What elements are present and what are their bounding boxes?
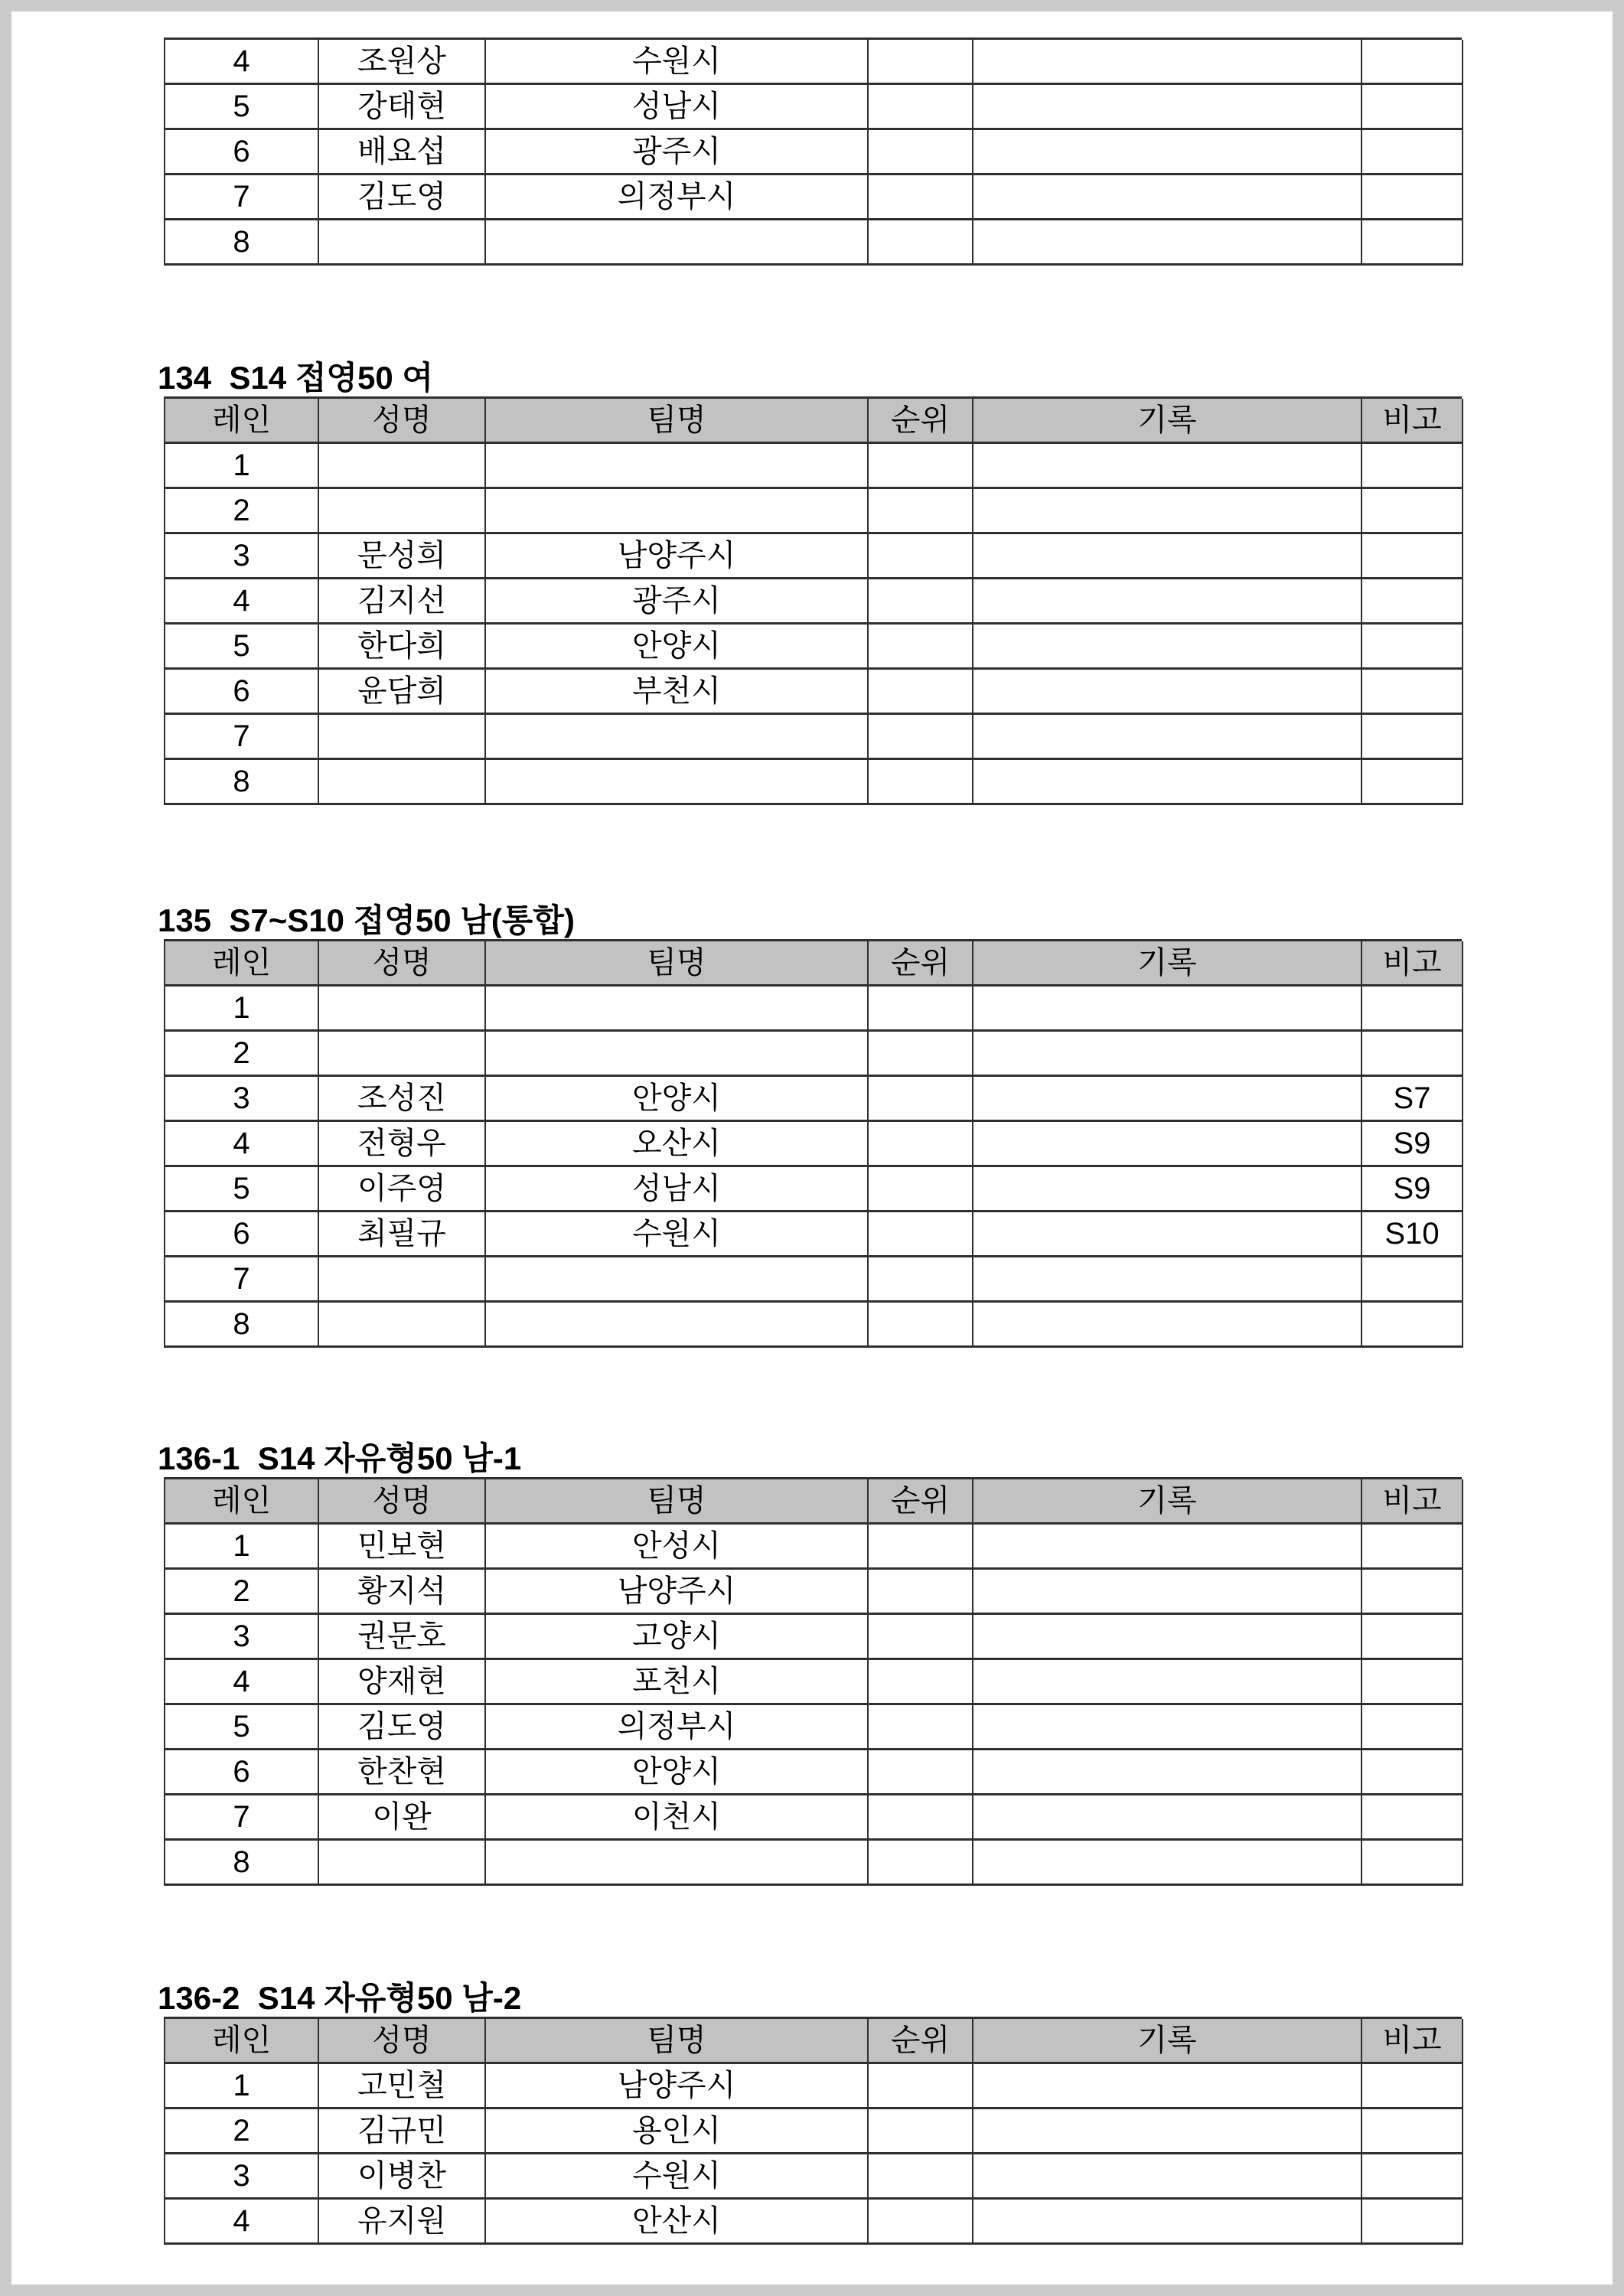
cell-record xyxy=(973,1122,1362,1167)
cell-name xyxy=(319,444,486,489)
cell-record xyxy=(973,2200,1362,2245)
cell-name: 이완 xyxy=(319,1795,486,1841)
cell-name: 윤담희 xyxy=(319,670,486,715)
cell-record xyxy=(973,1615,1362,1660)
cell-team xyxy=(486,1032,869,1077)
cell-note xyxy=(1362,1032,1463,1077)
cell-rank xyxy=(869,85,973,130)
cell-lane: 8 xyxy=(165,220,319,266)
cell-team: 고양시 xyxy=(486,1615,869,1660)
cell-record xyxy=(973,1750,1362,1795)
cell-rank xyxy=(869,715,973,760)
column-header-name: 성명 xyxy=(319,2019,486,2064)
cell-team: 성남시 xyxy=(486,85,869,130)
cell-lane: 5 xyxy=(165,1167,319,1212)
cell-name xyxy=(319,1841,486,1886)
cell-note xyxy=(1362,670,1463,715)
cell-lane: 4 xyxy=(165,579,319,625)
column-header-name: 성명 xyxy=(319,941,486,987)
column-header-note: 비고 xyxy=(1362,941,1463,987)
cell-rank xyxy=(869,1750,973,1795)
cell-note xyxy=(1362,579,1463,625)
cell-record xyxy=(973,1795,1362,1841)
cell-name xyxy=(319,1032,486,1077)
cell-rank xyxy=(869,1795,973,1841)
cell-name xyxy=(319,987,486,1032)
column-header-rank: 순위 xyxy=(869,1479,973,1525)
cell-record xyxy=(973,1705,1362,1750)
cell-lane: 4 xyxy=(165,40,319,85)
cell-rank xyxy=(869,625,973,670)
cell-record xyxy=(973,987,1362,1032)
cell-note xyxy=(1362,40,1463,85)
cell-lane: 1 xyxy=(165,987,319,1032)
cell-note xyxy=(1362,987,1463,1032)
cell-lane: 6 xyxy=(165,1750,319,1795)
column-header-name: 성명 xyxy=(319,399,486,444)
column-header-lane: 레인 xyxy=(165,941,319,987)
cell-lane: 2 xyxy=(165,1570,319,1615)
cell-name: 조성진 xyxy=(319,1077,486,1122)
column-header-record: 기록 xyxy=(973,2019,1362,2064)
cell-record xyxy=(973,1077,1362,1122)
cell-team xyxy=(486,1841,869,1886)
cell-name: 고민철 xyxy=(319,2064,486,2109)
cell-record xyxy=(973,40,1362,85)
cell-record xyxy=(973,85,1362,130)
cell-record xyxy=(973,1525,1362,1570)
cell-rank xyxy=(869,130,973,175)
cell-team: 수원시 xyxy=(486,1212,869,1257)
cell-note xyxy=(1362,1841,1463,1886)
cell-name xyxy=(319,489,486,534)
column-header-rank: 순위 xyxy=(869,2019,973,2064)
cell-record xyxy=(973,489,1362,534)
cell-team: 남양주시 xyxy=(486,534,869,579)
cell-lane: 7 xyxy=(165,1257,319,1303)
cell-note xyxy=(1362,2200,1463,2245)
column-header-rank: 순위 xyxy=(869,941,973,987)
cell-rank xyxy=(869,1077,973,1122)
cell-rank xyxy=(869,1615,973,1660)
cell-note xyxy=(1362,175,1463,220)
event-title-event-135: 135 S7~S10 접영50 남(통합) xyxy=(158,902,575,938)
cell-name: 황지석 xyxy=(319,1570,486,1615)
cell-note xyxy=(1362,1705,1463,1750)
cell-team: 부천시 xyxy=(486,670,869,715)
cell-rank xyxy=(869,220,973,266)
cell-name: 민보현 xyxy=(319,1525,486,1570)
cell-lane: 6 xyxy=(165,1212,319,1257)
cell-rank xyxy=(869,1212,973,1257)
event-title-event-136-2: 136-2 S14 자유형50 남-2 xyxy=(158,1980,522,2016)
column-header-record: 기록 xyxy=(973,399,1362,444)
heat-table-event-134 xyxy=(164,396,1462,805)
cell-record xyxy=(973,670,1362,715)
cell-rank xyxy=(869,1167,973,1212)
cell-name: 유지원 xyxy=(319,2200,486,2245)
heat-table-event-136-2 xyxy=(164,2017,1462,2245)
cell-record xyxy=(973,715,1362,760)
cell-name: 김도영 xyxy=(319,1705,486,1750)
cell-record xyxy=(973,1841,1362,1886)
column-header-lane: 레인 xyxy=(165,399,319,444)
cell-note xyxy=(1362,2109,1463,2154)
cell-rank xyxy=(869,2064,973,2109)
cell-lane: 4 xyxy=(165,1122,319,1167)
cell-note xyxy=(1362,1660,1463,1705)
cell-lane: 7 xyxy=(165,175,319,220)
cell-rank xyxy=(869,534,973,579)
cell-rank xyxy=(869,670,973,715)
cell-note xyxy=(1362,2154,1463,2200)
cell-note: S9 xyxy=(1362,1167,1463,1212)
cell-lane: 8 xyxy=(165,1841,319,1886)
cell-team: 이천시 xyxy=(486,1795,869,1841)
cell-team: 안양시 xyxy=(486,1077,869,1122)
cell-lane: 2 xyxy=(165,489,319,534)
cell-name: 배요섭 xyxy=(319,130,486,175)
cell-note xyxy=(1362,1525,1463,1570)
cell-record xyxy=(973,534,1362,579)
column-header-name: 성명 xyxy=(319,1479,486,1525)
cell-lane: 5 xyxy=(165,1705,319,1750)
column-header-note: 비고 xyxy=(1362,399,1463,444)
cell-name xyxy=(319,220,486,266)
cell-lane: 5 xyxy=(165,85,319,130)
cell-rank xyxy=(869,1841,973,1886)
cell-note xyxy=(1362,625,1463,670)
cell-team: 광주시 xyxy=(486,579,869,625)
cell-lane: 3 xyxy=(165,534,319,579)
cell-rank xyxy=(869,40,973,85)
cell-name: 조원상 xyxy=(319,40,486,85)
cell-name: 김지선 xyxy=(319,579,486,625)
cell-note xyxy=(1362,489,1463,534)
cell-lane: 3 xyxy=(165,1615,319,1660)
cell-name xyxy=(319,1257,486,1303)
cell-record xyxy=(973,220,1362,266)
cell-name: 강태현 xyxy=(319,85,486,130)
cell-record xyxy=(973,2064,1362,2109)
cell-name xyxy=(319,1303,486,1348)
cell-record xyxy=(973,1660,1362,1705)
cell-name: 한찬현 xyxy=(319,1750,486,1795)
cell-rank xyxy=(869,444,973,489)
cell-team: 수원시 xyxy=(486,2154,869,2200)
cell-team xyxy=(486,715,869,760)
cell-lane: 1 xyxy=(165,1525,319,1570)
cell-record xyxy=(973,625,1362,670)
column-header-rank: 순위 xyxy=(869,399,973,444)
cell-note xyxy=(1362,444,1463,489)
cell-record xyxy=(973,1257,1362,1303)
cell-team: 의정부시 xyxy=(486,1705,869,1750)
column-header-lane: 레인 xyxy=(165,1479,319,1525)
cell-name: 김도영 xyxy=(319,175,486,220)
cell-team xyxy=(486,220,869,266)
column-header-record: 기록 xyxy=(973,1479,1362,1525)
cell-name: 이주영 xyxy=(319,1167,486,1212)
cell-lane: 3 xyxy=(165,2154,319,2200)
cell-team: 남양주시 xyxy=(486,1570,869,1615)
cell-team: 오산시 xyxy=(486,1122,869,1167)
cell-name: 양재현 xyxy=(319,1660,486,1705)
cell-note xyxy=(1362,1303,1463,1348)
cell-team xyxy=(486,760,869,805)
cell-team xyxy=(486,444,869,489)
cell-note xyxy=(1362,2064,1463,2109)
cell-name xyxy=(319,715,486,760)
cell-name: 전형우 xyxy=(319,1122,486,1167)
column-header-note: 비고 xyxy=(1362,1479,1463,1525)
cell-team: 성남시 xyxy=(486,1167,869,1212)
heat-table-partial-top xyxy=(164,38,1462,266)
cell-record xyxy=(973,579,1362,625)
cell-record xyxy=(973,1303,1362,1348)
cell-team: 용인시 xyxy=(486,2109,869,2154)
column-header-lane: 레인 xyxy=(165,2019,319,2064)
cell-team: 포천시 xyxy=(486,1660,869,1705)
cell-team xyxy=(486,987,869,1032)
cell-rank xyxy=(869,1525,973,1570)
cell-name: 한다희 xyxy=(319,625,486,670)
cell-note: S9 xyxy=(1362,1122,1463,1167)
cell-team xyxy=(486,1303,869,1348)
cell-record xyxy=(973,1570,1362,1615)
cell-team: 광주시 xyxy=(486,130,869,175)
cell-team: 수원시 xyxy=(486,40,869,85)
cell-rank xyxy=(869,1303,973,1348)
cell-team: 안양시 xyxy=(486,625,869,670)
cell-note xyxy=(1362,85,1463,130)
cell-lane: 6 xyxy=(165,670,319,715)
cell-record xyxy=(973,175,1362,220)
cell-note: S7 xyxy=(1362,1077,1463,1122)
cell-rank xyxy=(869,1257,973,1303)
cell-record xyxy=(973,1032,1362,1077)
cell-note xyxy=(1362,1570,1463,1615)
cell-note xyxy=(1362,760,1463,805)
cell-record xyxy=(973,1212,1362,1257)
cell-rank xyxy=(869,1122,973,1167)
cell-rank xyxy=(869,1660,973,1705)
cell-lane: 1 xyxy=(165,444,319,489)
cell-rank xyxy=(869,1570,973,1615)
column-header-team: 팀명 xyxy=(486,1479,869,1525)
cell-note xyxy=(1362,715,1463,760)
heat-table-event-135 xyxy=(164,939,1462,1348)
cell-lane: 1 xyxy=(165,2064,319,2109)
cell-note xyxy=(1362,1795,1463,1841)
cell-record xyxy=(973,2109,1362,2154)
cell-lane: 7 xyxy=(165,715,319,760)
cell-lane: 6 xyxy=(165,130,319,175)
cell-lane: 8 xyxy=(165,760,319,805)
cell-lane: 4 xyxy=(165,1660,319,1705)
cell-note xyxy=(1362,1257,1463,1303)
cell-team: 안양시 xyxy=(486,1750,869,1795)
cell-lane: 2 xyxy=(165,1032,319,1077)
column-header-team: 팀명 xyxy=(486,2019,869,2064)
cell-lane: 7 xyxy=(165,1795,319,1841)
cell-team: 남양주시 xyxy=(486,2064,869,2109)
column-header-note: 비고 xyxy=(1362,2019,1463,2064)
column-header-team: 팀명 xyxy=(486,941,869,987)
cell-team xyxy=(486,1257,869,1303)
cell-note: S10 xyxy=(1362,1212,1463,1257)
cell-name: 김규민 xyxy=(319,2109,486,2154)
cell-name: 이병찬 xyxy=(319,2154,486,2200)
cell-record xyxy=(973,444,1362,489)
cell-team xyxy=(486,489,869,534)
cell-rank xyxy=(869,2109,973,2154)
column-header-record: 기록 xyxy=(973,941,1362,987)
cell-team: 의정부시 xyxy=(486,175,869,220)
event-title-event-136-1: 136-1 S14 자유형50 남-1 xyxy=(158,1440,522,1476)
cell-note xyxy=(1362,1750,1463,1795)
cell-note xyxy=(1362,130,1463,175)
cell-record xyxy=(973,130,1362,175)
cell-record xyxy=(973,1167,1362,1212)
cell-lane: 2 xyxy=(165,2109,319,2154)
heat-table-event-136-1 xyxy=(164,1477,1462,1886)
event-title-event-134: 134 S14 접영50 여 xyxy=(158,360,433,396)
cell-rank xyxy=(869,2200,973,2245)
cell-rank xyxy=(869,1705,973,1750)
column-header-team: 팀명 xyxy=(486,399,869,444)
cell-lane: 5 xyxy=(165,625,319,670)
cell-name xyxy=(319,760,486,805)
cell-record xyxy=(973,2154,1362,2200)
cell-rank xyxy=(869,2154,973,2200)
cell-rank xyxy=(869,579,973,625)
cell-note xyxy=(1362,220,1463,266)
cell-rank xyxy=(869,760,973,805)
cell-lane: 4 xyxy=(165,2200,319,2245)
cell-team: 안성시 xyxy=(486,1525,869,1570)
cell-team: 안산시 xyxy=(486,2200,869,2245)
cell-lane: 8 xyxy=(165,1303,319,1348)
cell-record xyxy=(973,760,1362,805)
cell-rank xyxy=(869,489,973,534)
cell-rank xyxy=(869,175,973,220)
cell-name: 최필규 xyxy=(319,1212,486,1257)
cell-note xyxy=(1362,1615,1463,1660)
cell-name: 문성희 xyxy=(319,534,486,579)
cell-lane: 3 xyxy=(165,1077,319,1122)
cell-rank xyxy=(869,987,973,1032)
cell-name: 권문호 xyxy=(319,1615,486,1660)
cell-rank xyxy=(869,1032,973,1077)
cell-note xyxy=(1362,534,1463,579)
